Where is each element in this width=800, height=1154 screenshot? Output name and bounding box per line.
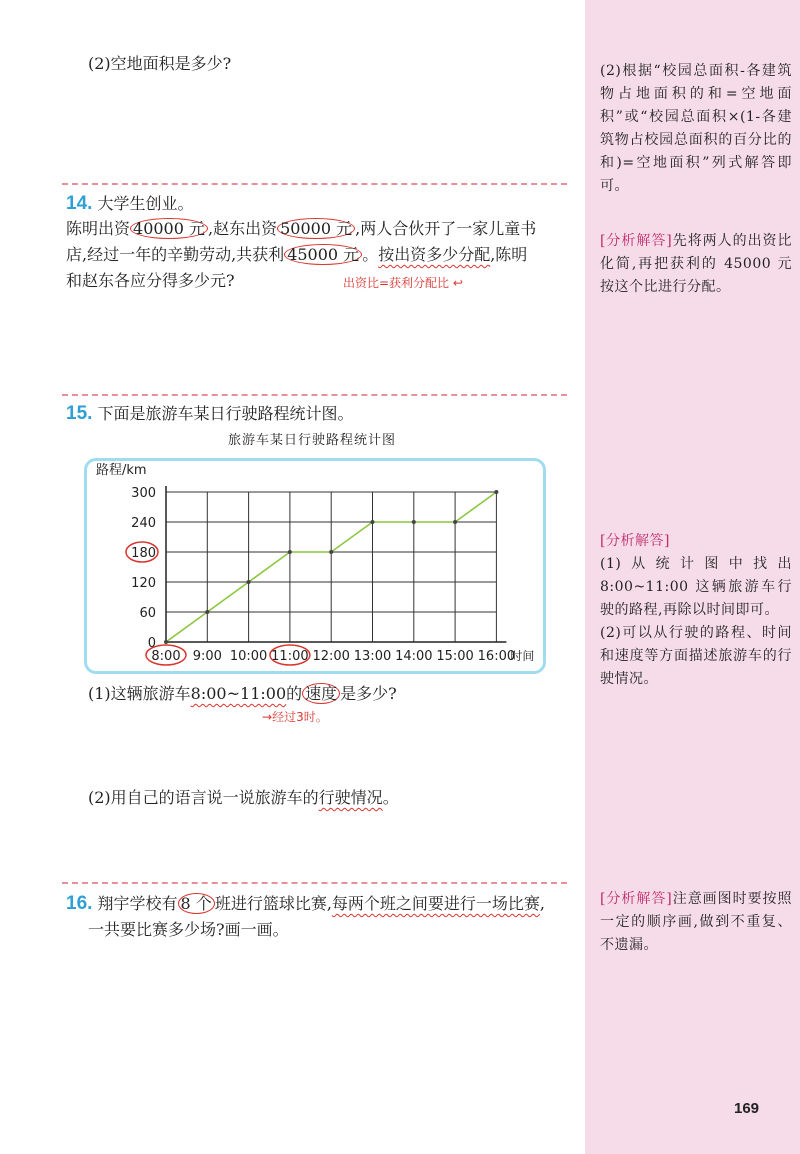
x-tick-label: 12:00 [312,649,350,664]
q15-title-line [66,400,354,428]
hint-q13: (2)根据“校园总面积-各建筑物占地面积的和=空地面积”或“校园总面积×(1-各建筑物占校园总面积的百分比的和)=空地面积”列式解答即可。 [600,63,792,194]
x-tick-label: 11:00 [271,649,309,664]
page-number: 169 [734,1100,760,1117]
line-chart [84,458,554,680]
underlined-text: 每两个班之间要进行一场比赛 [331,894,540,913]
hint-tag: [分析解答] [600,533,670,549]
hint-text: (2)可以从行驶的路程、时间和速度等方面描述旅游车的行驶情况。 [600,625,792,687]
circled-word: 速度 [302,683,340,704]
data-point [453,520,457,524]
text: 。 [382,788,399,807]
data-point [205,610,209,614]
data-point [412,520,416,524]
text: 。 [362,245,379,264]
data-point [371,520,375,524]
data-point [494,490,498,494]
y-tick-label: 180 [131,546,156,561]
q15-sub1 [88,680,397,708]
data-point [288,550,292,554]
q16-line1 [66,890,545,918]
x-axis-label: 时间 [510,649,535,663]
q15-title: 下面是旅游车某日行驶路程统计图。 [97,404,354,423]
text: ,赵东出资 [208,219,278,238]
text: , [539,894,546,913]
x-tick-label: 16:00 [477,649,516,664]
underlined-text: 行驶情况 [318,788,383,807]
q15-number: 15. [66,403,93,424]
y-tick-label: 300 [131,486,156,501]
underlined-text: 8:00~11:00 [190,684,287,703]
q15-annotation [262,708,328,725]
q16-line2: 一共要比赛多少场?画一画。 [88,920,289,939]
circled-amount: 45000 元 [284,244,362,265]
text: 班进行篮球比赛, [214,894,332,913]
chart-title: 旅游车某日行驶路程统计图 [228,433,397,448]
text: ,陈明 [490,245,528,264]
x-tick-label: 10:00 [229,649,268,664]
text: 的 [286,684,303,703]
x-tick-label: 14:00 [395,649,433,664]
y-tick-label: 240 [131,516,156,531]
x-tick-label: 15:00 [436,649,474,664]
text: 翔宇学校有 [97,894,178,913]
text: 陈明出资 [66,219,131,238]
text: 店,经过一年的辛勤劳动,共获利 [66,245,285,264]
data-point [164,640,168,644]
circled-amount: 8 个 [178,893,215,914]
underlined-text: 按出资多少分配 [378,245,491,264]
q16-number: 16. [66,893,93,914]
q13-sub2: (2)空地面积是多少? [88,54,232,73]
annotation-text: 经过3时。 [272,710,328,724]
text: (1)这辆旅游车 [88,684,191,703]
q15-sub2 [88,784,399,812]
circled-amount: 50000 元 [277,218,355,239]
x-tick-label: 8:00 [151,649,181,664]
divider [62,882,567,884]
q14-number: 14. [66,193,93,214]
y-tick-label: 60 [139,606,156,621]
hint-text: 先将两人的出资比化简,再把获利的 45000 元按这个比进行分配。 [600,233,792,295]
q14-title: 大学生创业。 [97,194,194,213]
text: ,两人合伙开了一家儿童书 [355,219,537,238]
q14-line3: 和赵东各应分得多少元? [66,271,235,290]
annotation-text: 出资比=获利分配比 [343,276,450,290]
hint-text: 注意画图时要按照一定的顺序画,做到不重复、不遗漏。 [600,891,792,953]
y-tick-label: 120 [131,576,156,591]
hint-text: (1)从统计图中找出 8:00~11:00 这辆旅游车行驶的路程,再除以时间即可。 [600,556,792,618]
divider [62,183,567,185]
hint-tag: [分析解答] [600,891,673,907]
arrow-left-icon: ↩ [452,276,463,290]
x-tick-label: 13:00 [353,649,392,664]
circled-amount: 40000 元 [130,218,208,239]
x-tick-label: 9:00 [192,649,222,664]
hint-tag: [分析解答] [600,233,673,249]
data-point [329,550,333,554]
y-tick-label: 0 [147,636,156,651]
hint-q16 [600,888,792,957]
divider [62,394,567,396]
y-axis-label: 路程/km [96,463,147,478]
text: (2)用自己的语言说一说旅游车的 [88,788,319,807]
q14-line2 [66,241,527,269]
q14-title-line [66,190,194,218]
data-point [247,580,251,584]
arrow-right-icon: → [262,710,273,724]
q14-line1 [66,215,536,243]
q14-annotation [343,274,463,291]
hint-q14 [600,230,792,299]
hint-q15 [600,530,792,691]
text: 是多少? [340,684,397,703]
